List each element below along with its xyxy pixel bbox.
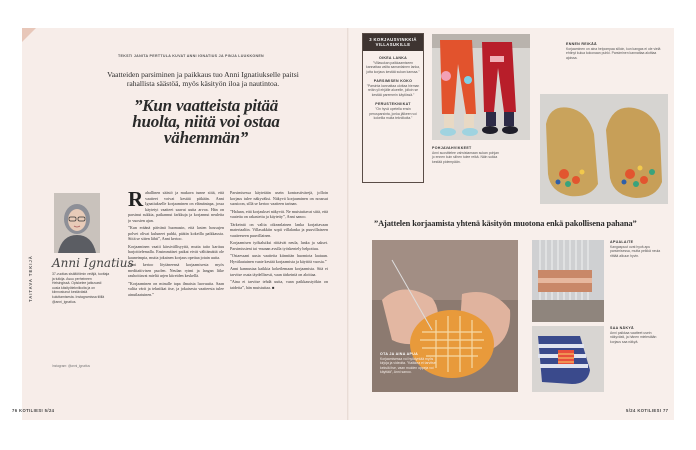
headline: ”Kun vaatteista pitää huolta, niitä voi ostaa vähemmän” [132,96,280,147]
loom-photo [532,240,604,322]
portrait-photo [54,193,100,253]
caption-heading: APUALAITE [610,240,634,244]
tip-body: ”On hyvä opetella ensin perusparsinta, jonka jälkeen voi kokeilla muita tekniikoita.” [369,107,417,121]
article-column-1 [128,190,224,400]
paragraph: Korjaamisen työkaluiksi riittävät neula, lanka ja sakset. Parsimissieni tai -munan avulla työskentely helpottuu. [230,240,328,251]
paragraph: ”Korjaaminen on minulle tapa ilmaista luovuutta. Saan valita värit ja tekniikat itse, ja jokaisesta vaatteesta tulee ainutlaatuinen.” [128,280,224,297]
folio-right: 5/24 KOTILIESI 77 [626,408,669,413]
caption-ohje [380,352,440,375]
left-page [22,28,348,420]
caption-heading: SAA NÄKYÄ [610,326,634,330]
paragraph: Korjaaminen vaatii kärsivällisyyttä, mutta taito karttuu harjoittelemalla. Ensimmäiset paikat eivät välttämättä ole kauneimpia, mutta jokainen korjaus opettaa jotain uutta. [128,243,224,260]
caption-aikaa [610,240,666,258]
article-column-2 [230,190,328,404]
folio-left-outer: 76 KOTILIESI 5/24 [12,408,55,413]
caption-heading: ENNEN REIKÄÄ [566,42,597,46]
socks-photo [540,94,668,204]
signature: Anni Ignatius [52,256,134,270]
pull-quote: ”Ajattelen korjaamista yhtenä käsityön muotona enkä pakollisena pahana” [374,219,637,228]
gutter [347,28,349,420]
paragraph: Parsimisessa käytetään usein kontrastivärejä, jolloin korjaus tulee näkyväksi. Näkyvä korjaaminen on noussut suosioon, sillä se kertoo vaatteen tarinan. [230,190,328,206]
caption-text: Korjaaminen on aina helpompaa silloin, kun kangas ei ole vielä ehtinyt kulua kokonaan puhki. Parsiminen kannattaa aloittaa ajoissa. [566,47,661,60]
paragraph: Anni kertoo löytäneensä korjaamisesta myös meditatiivisen puolen. Neulan rytmi ja langan liike rauhoittavat mieltä arjen kiireiden keskellä. [128,262,224,278]
side-label-wrap [28,244,36,304]
caption-nakyva [610,326,666,344]
instagram-credit: Instagram: @anni_ignatius [52,364,90,368]
tip-body: ”Villasukan paikkaamiseen kannattaa valita samanlainen lanka, jotta korjaus kestää sukan kanssa.” [366,60,420,74]
tip-heading: OIKEA LANKA [378,55,408,60]
paragraph: ”Kun eräänä päivänä huomasin, että lasten housujen polvet olivat kuluneet puhki, päätin kokeilla paikkausta. Siitä se sitten lähti”, Anni kertoo. [128,225,224,241]
paragraph: Anni kannustaa kaikkia kokeilemaan korjaamista. Sitä ei tarvitse osata täydellisesti, vaan tärkeintä on aloittaa. [230,266,328,277]
caption-text: Kangaspuut ovat hyvä apu parsimisessa, mutta pelkkä neula riittää alkuun hyvin. [610,245,661,258]
caption-heading: POHJAVAHVIKKEET [432,146,472,150]
tip-heading: PARSIMISEN KOKO [373,79,413,84]
paragraph: ”Aina ei tarvitse tehdä uutta, vaan paikkaustyökin on taidetta”, hän muistuttaa. ■ [230,279,328,290]
caption-enne [566,42,666,60]
tip-heading: PERUSTEKNIIKAT [375,102,411,107]
paragraph: ”Haluan, että korjaukset näkyvät. Ne muistuttavat siitä, että vaatetta on rakastettu ja käytetty”, Anni sanoo. [230,208,328,219]
caption-text: Anni paikkaa vaatteet usein näkyvästi, ja hänen mielestään korjaus saa näkyä. [610,331,657,344]
side-label: TAITAVA TEKIJÄ [28,255,33,302]
page-corner-tab [22,28,36,42]
tips-title: 3 KORJAUSVINKKIÄ VILLASUKILLE [363,34,423,51]
caption-text: Anni suosittelee vahvistamaan sukan pohjan jo ennen kuin siihen tulee reikä. Näin sukka kestää pidempään. [432,151,499,164]
author-bio: 37-vuotias sisältötiimin vetäjä, tuottaja ja tutkija. Asuu perheineen Helsingissä. Opiskelee jatkuvasti uusia käsityötekniikoita ja on kiinnostunut kestävästä kuluttamisesta. Instagramissa tilillä @anni_ignatius. [52,272,110,304]
kids-trousers-photo [432,34,530,140]
tip-body: ”Parsinta kannattaa ulottaa hieman reiän yli ehjälle alueelle, jolloin se kestää paremmin käytössä.” [366,84,420,97]
caption-pohjat [432,146,502,164]
caption-text: Korjaamisessa voi hyödyntää myös kirjoja ja videoita. ”Kaikkea ei tarvitse keksiä itse, vaan muiden oppeja voi käyttää”, Anni sanoo. [380,357,436,375]
paragraph: ahallinen säästö ja mukava tunne siitä, että vaatteet voivat kestää pitkään. Anni Ignatiukselle korjaaminen on elämäntapa, jossa käytetyt vaatteet saavat uutta arvoa. Hän on parsinut sukkia, paikannut farkkuja ja korjannut neuleita jo vuosien ajan. [128,190,224,223]
byline: TEKSTI JANITA PERTTULA KUVAT ANNI IGNATIUS JA PINJA LUUKKONEN [118,54,264,58]
paragraph: ”Ostaessani uusia vaatteita kiinnitän huomiota laatuun. Hyvälaatuinen vaate kestää korjaamista ja käyttöä vuosia.” [230,253,328,264]
ingress: Vaatteiden parsiminen ja paikkaus tuo Anni Ignatiukselle paitsi rahallista säästöä, myös käsityön iloa ja nautintoa. [107,70,299,89]
caption-heading: OTA JA AINA APUA [380,352,419,356]
striped-sock-photo [532,326,604,392]
tips-box [362,33,424,183]
dropcap: R [128,190,144,211]
paragraph: Tärkeintä on valita oikeanlainen lanka korjattavaan materiaaliin. Villasukkiin sopii villalanka ja puuvillaiseen vaatteeseen puuvillainen. [230,221,328,238]
